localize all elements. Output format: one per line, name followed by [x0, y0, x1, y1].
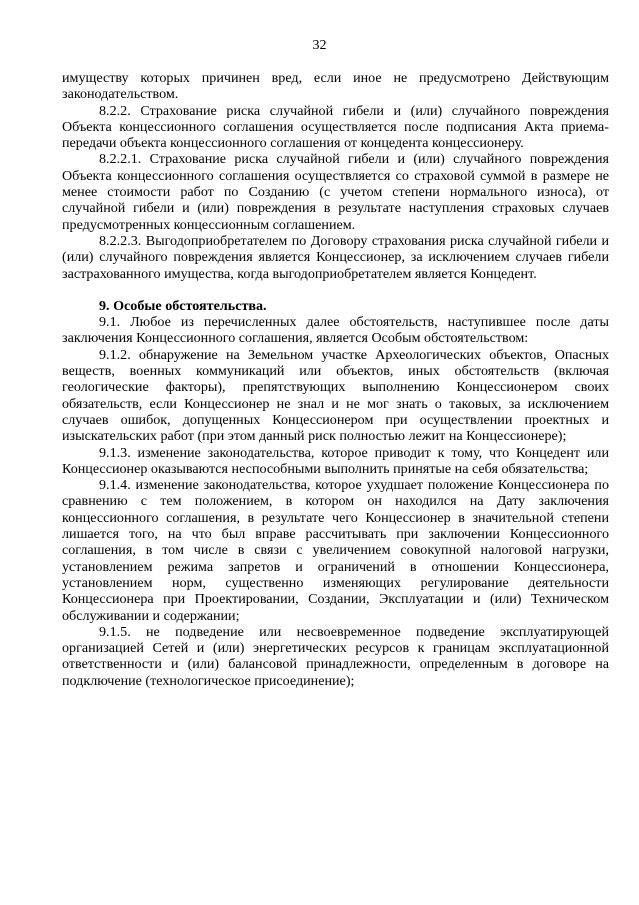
- paragraph-9-1: 9.1. Любое из перечисленных далее обстоятельств, наступившее после даты заключения Концессионного соглашения, является Особым обстоятельством:: [62, 314, 609, 347]
- paragraph-8-2-2-3: 8.2.2.3. Выгодоприобретателем по Договору страхования риска случайной гибели и (или) случайного повреждения является Концессионер, за исключением случаев гибели застрахованного имущества, когда выгодоприобретателем является Концедент.: [62, 232, 609, 282]
- paragraph-8-2-2-1: 8.2.2.1. Страхование риска случайной гибели и (или) случайного повреждения Объекта концессионного соглашения осуществляется со страховой суммой в размере не менее стоимости работ по Созданию (с учетом степени нормального износа), от случайной гибели и (или) повреждения в результате наступления страховых случаев предусмотренных концессионным соглашением.: [62, 151, 609, 233]
- paragraph-9-1-2: 9.1.2. обнаружение на Земельном участке Археологических объектов, Опасных веществ, военных коммуникаций или объектов, иных обстоятельств (включая геологические факторы), препятствующих выполнению Концессионером своих обязательств, если Концессионер не знал и не мог знать о таковых, за исключением случаев ошибок, допущенных Концессионером при осуществлении проектных и изыскательских работ (при этом данный риск полностью лежит на Концессионере);: [62, 346, 609, 445]
- section-heading-9: 9. Особые обстоятельства.: [99, 297, 267, 314]
- document-body: [62, 70, 609, 689]
- paragraph-continuation: имуществу которых причинен вред, если иное не предусмотрено Действующим законодательством.: [62, 70, 609, 103]
- page-number: 32: [312, 38, 327, 53]
- paragraph-9-1-5: 9.1.5. не подведение или несвоевременное подведение эксплуатирующей организацией Сетей и (или) энергетических ресурсов к границам эксплуатационной ответственности и (или) балансовой принадлежности, определенным в договоре на подключение (технологическое присоединение);: [62, 623, 609, 689]
- paragraph-8-2-2: 8.2.2. Страхование риска случайной гибели и (или) случайного повреждения Объекта концессионного соглашения осуществляется после подписания Акта приема-передачи объекта концессионного соглашения от концедента концессионеру.: [62, 102, 609, 152]
- paragraph-9-1-3: 9.1.3. изменение законодательства, которое приводит к тому, что Концедент или Концессионер оказываются неспособными выполнить принятые на себя обязательства;: [62, 444, 609, 477]
- paragraph-9-1-4: 9.1.4. изменение законодательства, которое ухудшает положение Концессионера по сравнению с тем положением, в котором он находился на Дату заключения концессионного соглашения, в результате чего Концессионер в значительной степени лишается того, на что был вправе рассчитывать при заключении Концессионного соглашения, в том числе в связи с увеличением совокупной налоговой нагрузки, установлением режима запретов и ограничений в отношении Концессионера, установлением норм, существенно изменяющих регулирование деятельности Концессионера при Проектировании, Создании, Эксплуатации и (или) Техническом обслуживании и содержании;: [62, 477, 609, 624]
